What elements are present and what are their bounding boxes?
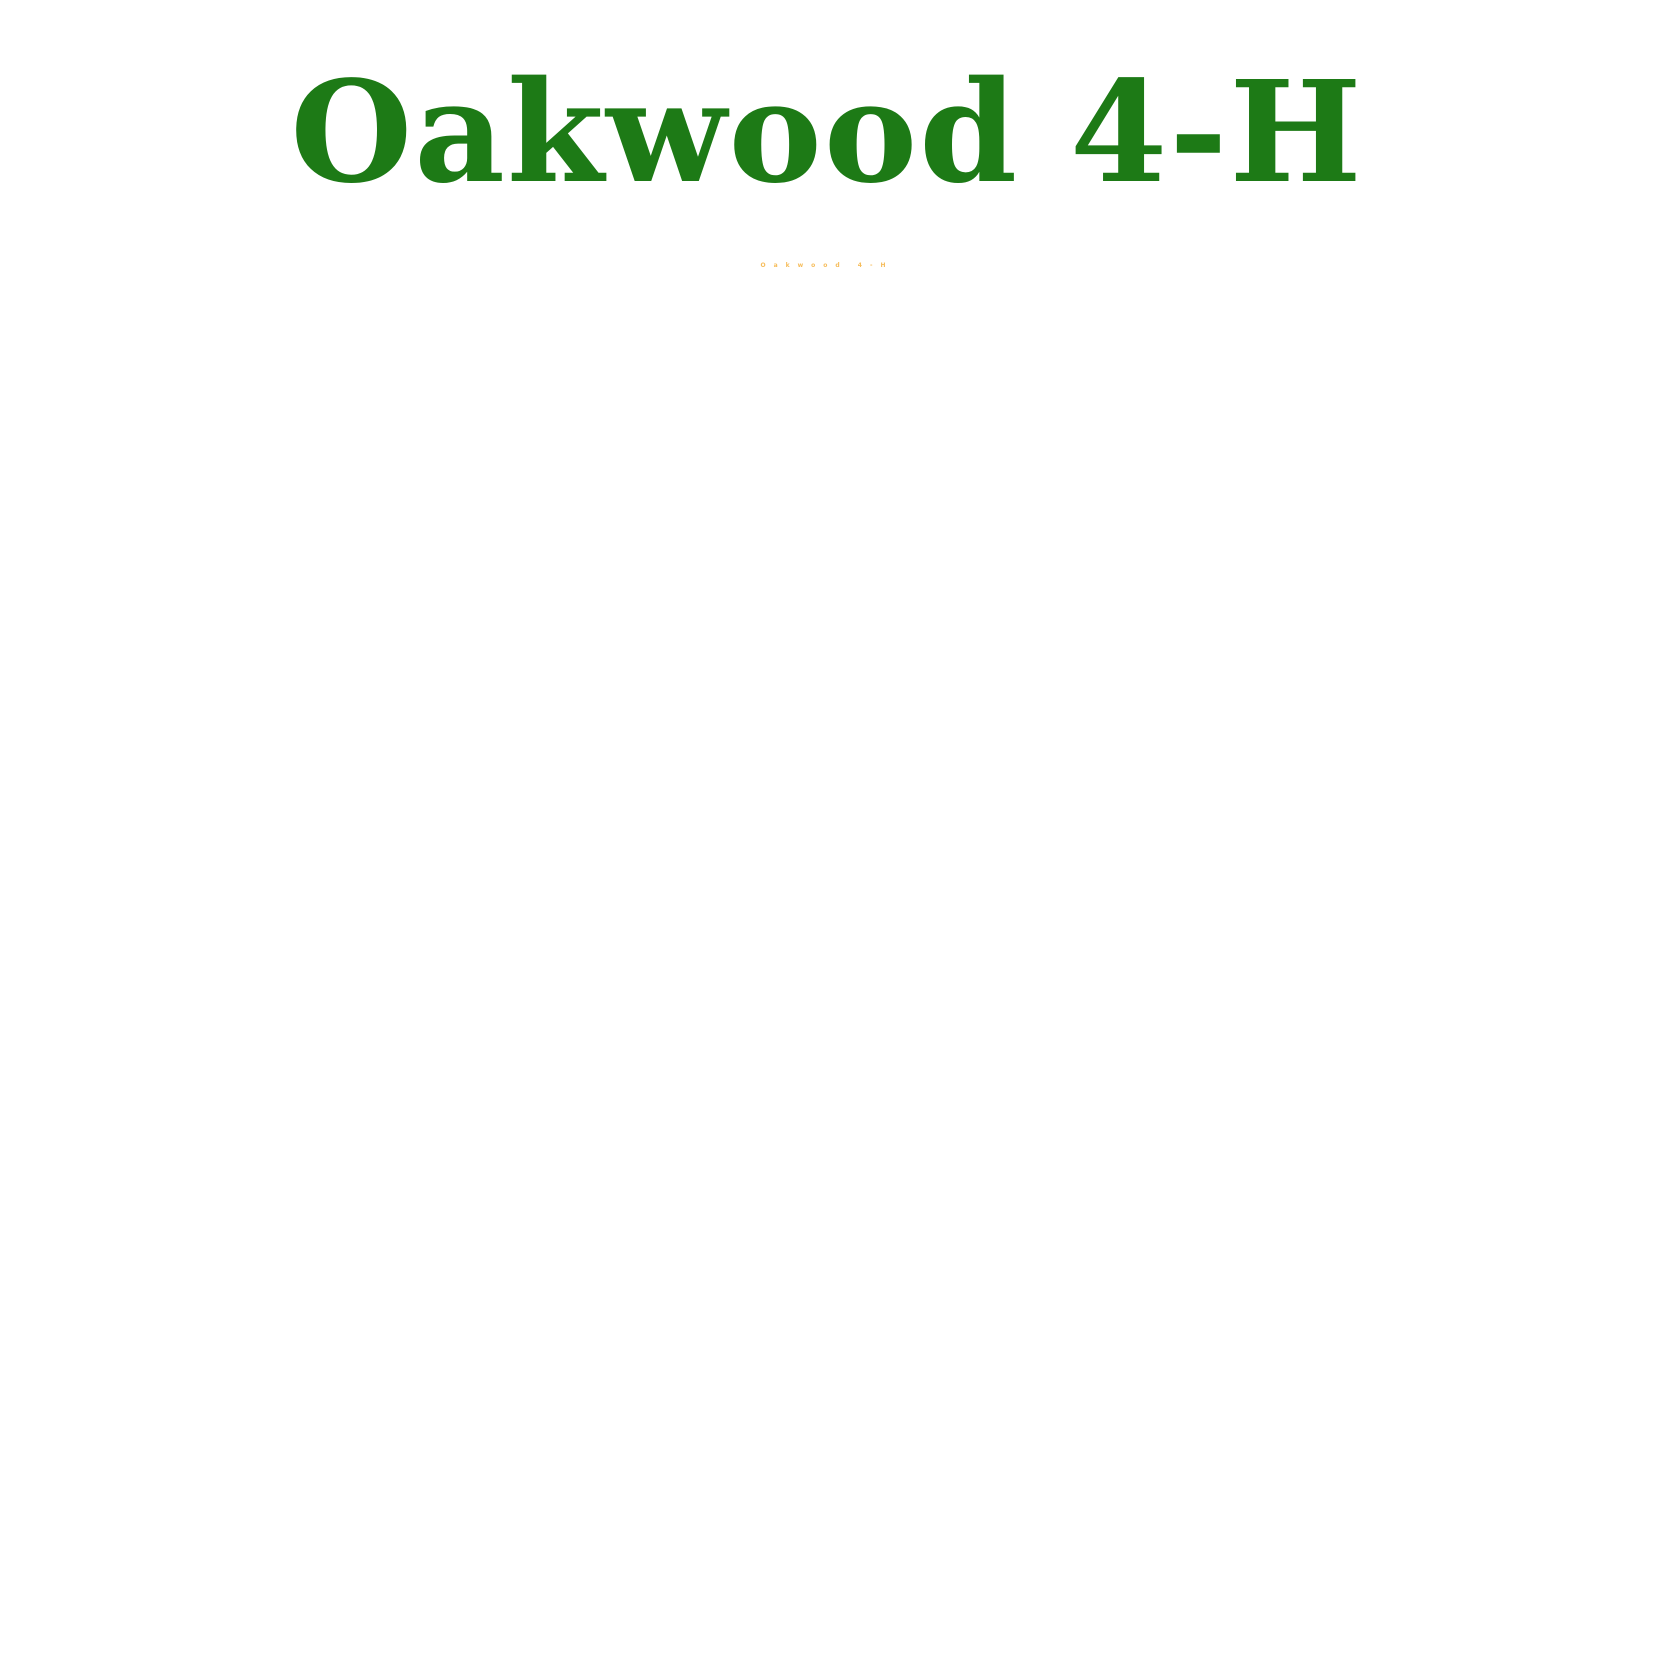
meeting-dates-line — [0, 594, 1654, 650]
page-title: Oakwood 4-H — [290, 51, 1364, 215]
club-subtitle: Oakwood 4-H — [760, 262, 894, 269]
managers-heading — [0, 895, 1654, 959]
meeting-dates-line — [0, 706, 1654, 762]
info-url — [0, 1354, 1654, 1404]
tba-note — [0, 818, 1654, 862]
more-info-heading — [0, 1286, 1654, 1346]
change-notice — [0, 1481, 1654, 1547]
meeting-schedule — [0, 311, 1654, 365]
meeting-dates-line — [0, 650, 1654, 706]
manager-contact — [0, 1032, 1654, 1082]
first-meeting-date — [0, 416, 1654, 470]
follow-line — [0, 1145, 1654, 1195]
manager-contact — [0, 976, 1654, 1026]
meeting-dates-line — [0, 762, 1654, 818]
contact-office — [0, 1410, 1654, 1470]
meeting-dates-heading — [0, 525, 1654, 595]
change-notice — [0, 1550, 1654, 1616]
meeting-location — [0, 364, 1654, 418]
